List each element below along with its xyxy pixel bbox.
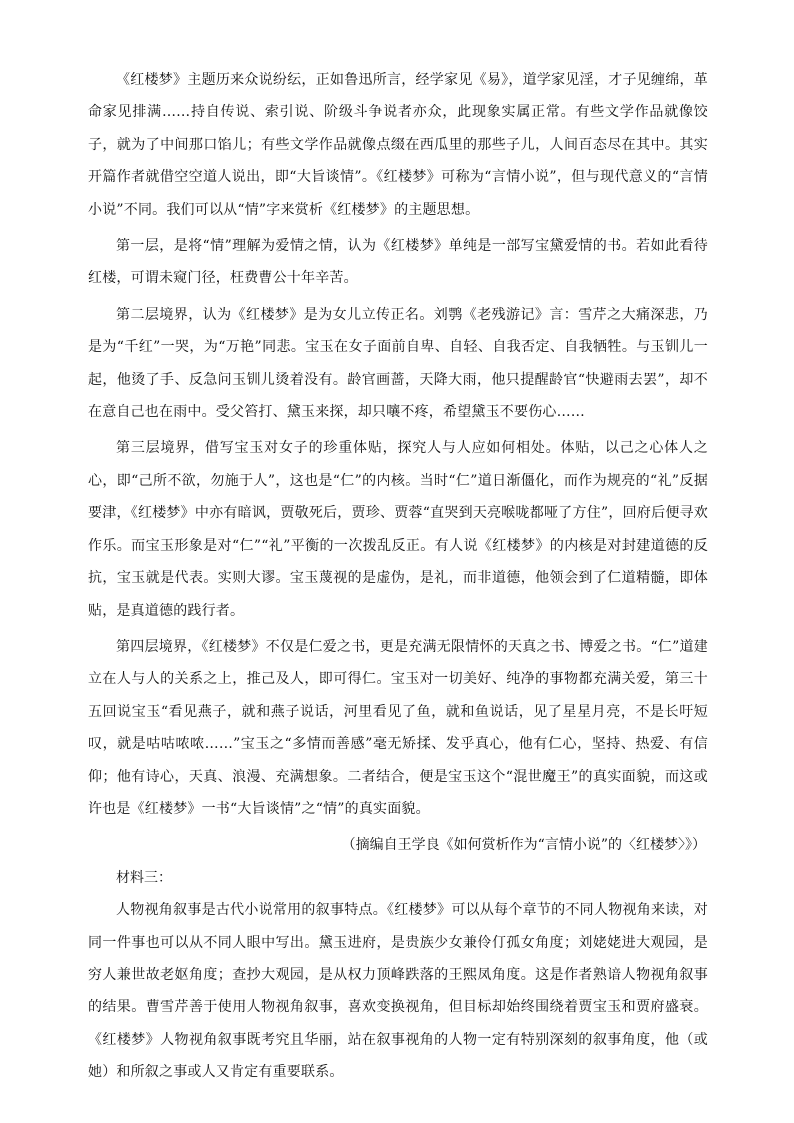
paragraph-material-three: 人物视角叙事是古代小说常用的叙事特点。《红楼梦》可以从每个章节的不同人物视角来读，对同一件事也可以从不同人眼中写出。黛玉进府，是贵族少女兼伶仃孤女角度；刘姥姥进大观园，是穷人兼世故老妪角度；查抄大观园，是从权力顶峰跌落的王熙凤角度。这是作者熟谙人物视角叙事的结果。曹雪芹善于使用人物视角叙事，喜欢变换视角，但目标却始终围绕着贾宝玉和贾府盛衰。《红楼梦》人物视角叙事既考究且华丽，站在叙事视角的人物一定有特别深刻的叙事角度，他（或她）和所叙之事或人又肯定有重要联系。 — [88, 902, 708, 1081]
paragraph-level-one: 第一层，是将“情”理解为爱情之情，认为《红楼梦》单纯是一部写宝黛爱情的书。若如此看待红楼，可谓未窥门径，枉费曹公十年辛苦。 — [88, 238, 708, 287]
paragraph-intro: 《红楼梦》主题历来众说纷纭，正如鲁迅所言，经学家见《易》，道学家见淫，才子见缠绵，革命家见排满……持自传说、索引说、阶级斗争说者亦众，此现象实属正常。有些文学作品就像饺子，就为了中间那口馅儿；有些文学作品就像点缀在西瓜里的那些子儿，人间百态尽在其中。其实开篇作者就借空空道人说出，即“大旨谈情”。《红楼梦》可称为“言情小说”，但与现代意义的“言情小说”不同。我们可以从“情”字来赏析《红楼梦》的主题思想。 — [88, 72, 708, 218]
section-heading: 材料三： — [116, 869, 172, 886]
paragraph-level-two: 第二层境界，认为《红楼梦》是为女儿立传正名。刘鹗《老残游记》言：雪芹之大痛深悲，乃是为“千红”一哭，为“万艳”同悲。宝玉在女子面前自卑、自轻、自我否定、自我牺牲。与玉钏儿一起，他烫了手、反急问玉钏儿烫着没有。龄官画蔷，天降大雨，他只提醒龄官“快避雨去罢”，却不在意自己也在雨中。受父笞打、黛玉来探，却只嚷不疼，希望黛玉不要伤心…… — [88, 306, 708, 421]
paragraph-level-three: 第三层境界，借写宝玉对女子的珍重体贴，探究人与人应如何相处。体贴，以己之心体人之心，即“己所不欲，勿施于人”，这也是“仁”的内核。当时“仁”道日渐僵化，而作为规亮的“礼”反据要津，《红楼梦》中亦有暗讽，贾敬死后，贾珍、贾蓉“直哭到天亮喉咙都哑了方住”，回府后便寻欢作乐。而宝玉形象是对“仁”“礼”平衡的一次拨乱反正。有人说《红楼梦》的内核是对封建道德的反抗，宝玉就是代表。实则大谬。宝玉蔑视的是虚伪，是礼，而非道德，他领会到了仁道精髓，即体贴，是真道德的践行者。 — [88, 440, 708, 619]
source-citation: （摘编自王学良《如何赏析作为“言情小说”的〈红楼梦〉》） — [341, 837, 706, 854]
document-page — [88, 64, 708, 1093]
paragraph-level-four: 第四层境界，《红楼梦》不仅是仁爱之书，更是充满无限情怀的天真之书、博爱之书。“仁”道建立在人与人的关系之上，推己及人，即可得仁。宝玉对一切美好、纯净的事物都充满关爱，第三十五回说宝玉“看见燕子，就和燕子说话，河里看见了鱼，就和鱼说话，见了星星月亮，不是长吁短叹，就是咕咕哝哝……”宝玉之“多情而善感”毫无矫揉、发乎真心，他有仁心，坚持、热爱、有信仰；他有诗心，天真、浪漫、充满想象。二者结合，便是宝玉这个“混世魔王”的真实面貌，而这或许也是《红楼梦》一书“大旨谈情”之“情”的真实面貌。 — [88, 638, 708, 817]
